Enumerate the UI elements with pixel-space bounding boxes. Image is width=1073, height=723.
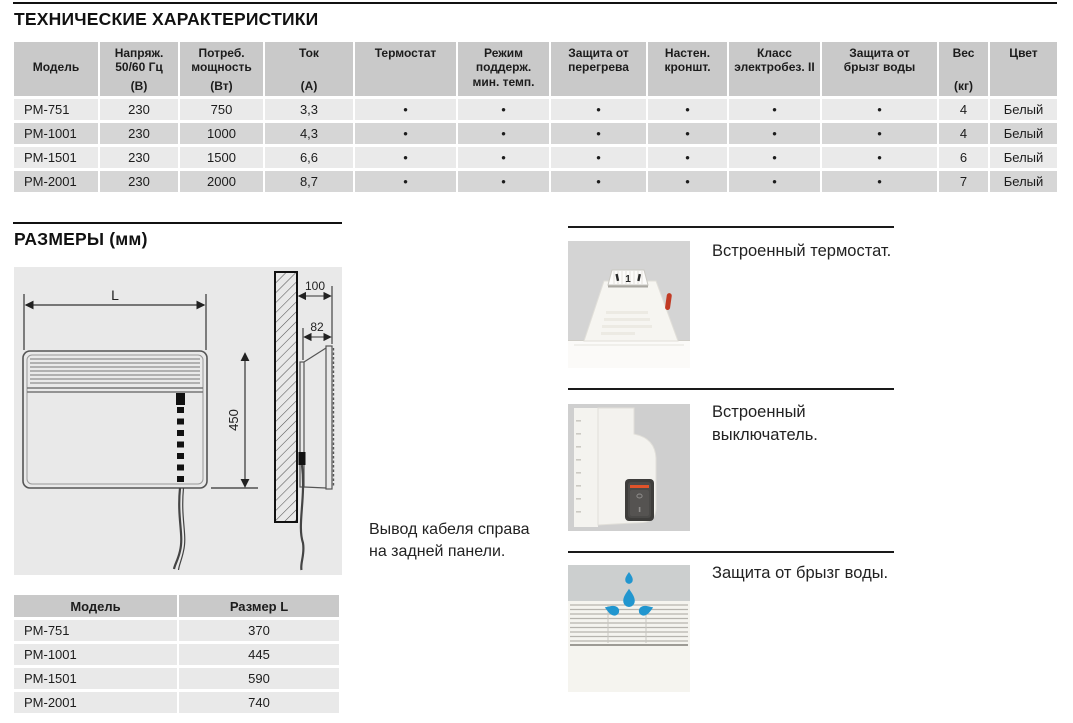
spec-cell-model: PM-1501 <box>14 147 98 168</box>
size-cell: 590 <box>179 668 339 689</box>
spec-cell-model: PM-2001 <box>14 171 98 192</box>
spec-cell: • <box>822 171 937 192</box>
column-unit: (В) <box>130 79 148 93</box>
spec-cell: • <box>551 171 646 192</box>
column-unit <box>14 75 98 78</box>
technical-drawing <box>14 267 342 575</box>
column-unit <box>729 93 820 96</box>
column-label: Защита от перегрева <box>568 46 629 75</box>
column-unit <box>648 93 727 96</box>
spec-col-header <box>822 42 937 96</box>
spec-cell: • <box>355 171 456 192</box>
size-col-header: Модель <box>14 595 177 617</box>
dim-label-100: 100 <box>304 279 326 293</box>
spec-cell: • <box>729 99 820 120</box>
spec-cell: 750 <box>180 99 263 120</box>
spec-col-header <box>265 42 353 96</box>
size-cell: 370 <box>179 620 339 641</box>
column-unit <box>822 93 937 96</box>
feature-caption: Встроенный термостат. <box>712 242 892 260</box>
spec-col-header <box>648 42 727 96</box>
size-cell-model: PM-1001 <box>14 644 177 665</box>
spec-table <box>14 42 1057 192</box>
spec-col-header <box>180 42 263 96</box>
spec-cell: 230 <box>100 123 178 144</box>
size-cell-model: PM-2001 <box>14 692 177 713</box>
column-label: Режим поддерж. мин. темп. <box>472 46 535 89</box>
thermostat-photo <box>568 241 690 368</box>
spec-cell: • <box>551 147 646 168</box>
size-cell: 445 <box>179 644 339 665</box>
spec-cell: • <box>551 123 646 144</box>
column-label: Вес <box>952 46 975 60</box>
spec-cell-model: PM-751 <box>14 99 98 120</box>
dimensions-drawing <box>14 267 342 575</box>
spec-cell: 7 <box>939 171 988 192</box>
size-table <box>14 595 339 713</box>
spec-cell: • <box>648 99 727 120</box>
column-unit: (А) <box>300 79 318 93</box>
spec-cell: 8,7 <box>265 171 353 192</box>
size-col-header: Размер L <box>179 595 339 617</box>
spec-cell: • <box>458 123 549 144</box>
spec-col-header <box>14 42 98 96</box>
spec-cell: 230 <box>100 147 178 168</box>
spec-cell: • <box>458 171 549 192</box>
feature-caption: Защита от брызг воды. <box>712 564 889 582</box>
column-unit: (кг) <box>954 79 973 93</box>
spec-cell: Белый <box>990 147 1057 168</box>
spec-col-header <box>990 42 1057 96</box>
feature-divider <box>568 388 894 390</box>
spec-cell: 1000 <box>180 123 263 144</box>
column-label: Настен. кроншт. <box>664 46 711 75</box>
spec-cell: • <box>355 147 456 168</box>
column-label: Защита от брызг воды <box>843 46 916 75</box>
thermostat-icon <box>568 241 690 368</box>
power-switch-photo <box>568 404 690 531</box>
dim-label-L: L <box>111 287 119 303</box>
dimensions-divider <box>13 222 342 224</box>
spec-col-header <box>939 42 988 96</box>
column-label: Модель <box>32 60 80 75</box>
size-cell: 740 <box>179 692 339 713</box>
size-cell-model: PM-751 <box>14 620 177 641</box>
spec-col-header <box>729 42 820 96</box>
spec-cell: 2000 <box>180 171 263 192</box>
column-unit <box>551 93 646 96</box>
spec-cell: • <box>648 147 727 168</box>
spec-cell: 3,3 <box>265 99 353 120</box>
spec-cell: 4 <box>939 99 988 120</box>
column-label: Класс электробез. II <box>734 46 815 75</box>
spec-cell: 1500 <box>180 147 263 168</box>
svg-text:1: 1 <box>625 274 631 285</box>
spec-cell: • <box>355 99 456 120</box>
spec-cell: 4,3 <box>265 123 353 144</box>
spec-cell: • <box>355 123 456 144</box>
size-cell-model: PM-1501 <box>14 668 177 689</box>
spec-col-header <box>551 42 646 96</box>
spec-cell: 4 <box>939 123 988 144</box>
spec-col-header <box>458 42 549 96</box>
spec-cell: 230 <box>100 171 178 192</box>
feature-divider <box>568 226 894 228</box>
power-switch-icon <box>568 404 690 531</box>
column-label: Цвет <box>1009 46 1038 60</box>
spec-cell: • <box>729 171 820 192</box>
section-title-specs: ТЕХНИЧЕСКИЕ ХАРАКТЕРИСТИКИ <box>14 9 319 29</box>
spec-cell: • <box>822 147 937 168</box>
spec-cell: Белый <box>990 123 1057 144</box>
spec-cell: • <box>729 123 820 144</box>
water-splash-photo <box>568 565 690 692</box>
spec-cell: Белый <box>990 99 1057 120</box>
spec-cell: • <box>822 123 937 144</box>
top-divider <box>13 2 1057 4</box>
spec-cell: • <box>648 171 727 192</box>
spec-cell: • <box>729 147 820 168</box>
spec-cell: • <box>822 99 937 120</box>
dim-label-82: 82 <box>310 320 324 334</box>
column-unit <box>458 93 549 96</box>
spec-cell: 230 <box>100 99 178 120</box>
spec-col-header <box>355 42 456 96</box>
dim-label-450: 450 <box>226 409 241 431</box>
feature-caption: Встроенный выключатель. <box>712 403 818 444</box>
spec-cell: • <box>551 99 646 120</box>
section-title-dimensions: РАЗМЕРЫ (мм) <box>14 229 148 249</box>
cable-note: Вывод кабеля справа на задней панели. <box>369 521 530 560</box>
feature-divider <box>568 551 894 553</box>
spec-cell: • <box>648 123 727 144</box>
column-unit <box>990 93 1057 96</box>
column-label: Ток <box>299 46 319 60</box>
spec-cell: Белый <box>990 171 1057 192</box>
spec-cell: 6 <box>939 147 988 168</box>
spec-col-header <box>100 42 178 96</box>
spec-cell: 6,6 <box>265 147 353 168</box>
column-unit: (Вт) <box>210 79 233 93</box>
spec-cell-model: PM-1001 <box>14 123 98 144</box>
column-label: Потреб. мощность <box>191 46 252 75</box>
water-splash-icon <box>568 565 690 692</box>
column-label: Напряж. 50/60 Гц <box>114 46 164 75</box>
column-label: Термостат <box>374 46 437 60</box>
column-unit <box>355 93 456 96</box>
spec-cell: • <box>458 147 549 168</box>
spec-cell: • <box>458 99 549 120</box>
